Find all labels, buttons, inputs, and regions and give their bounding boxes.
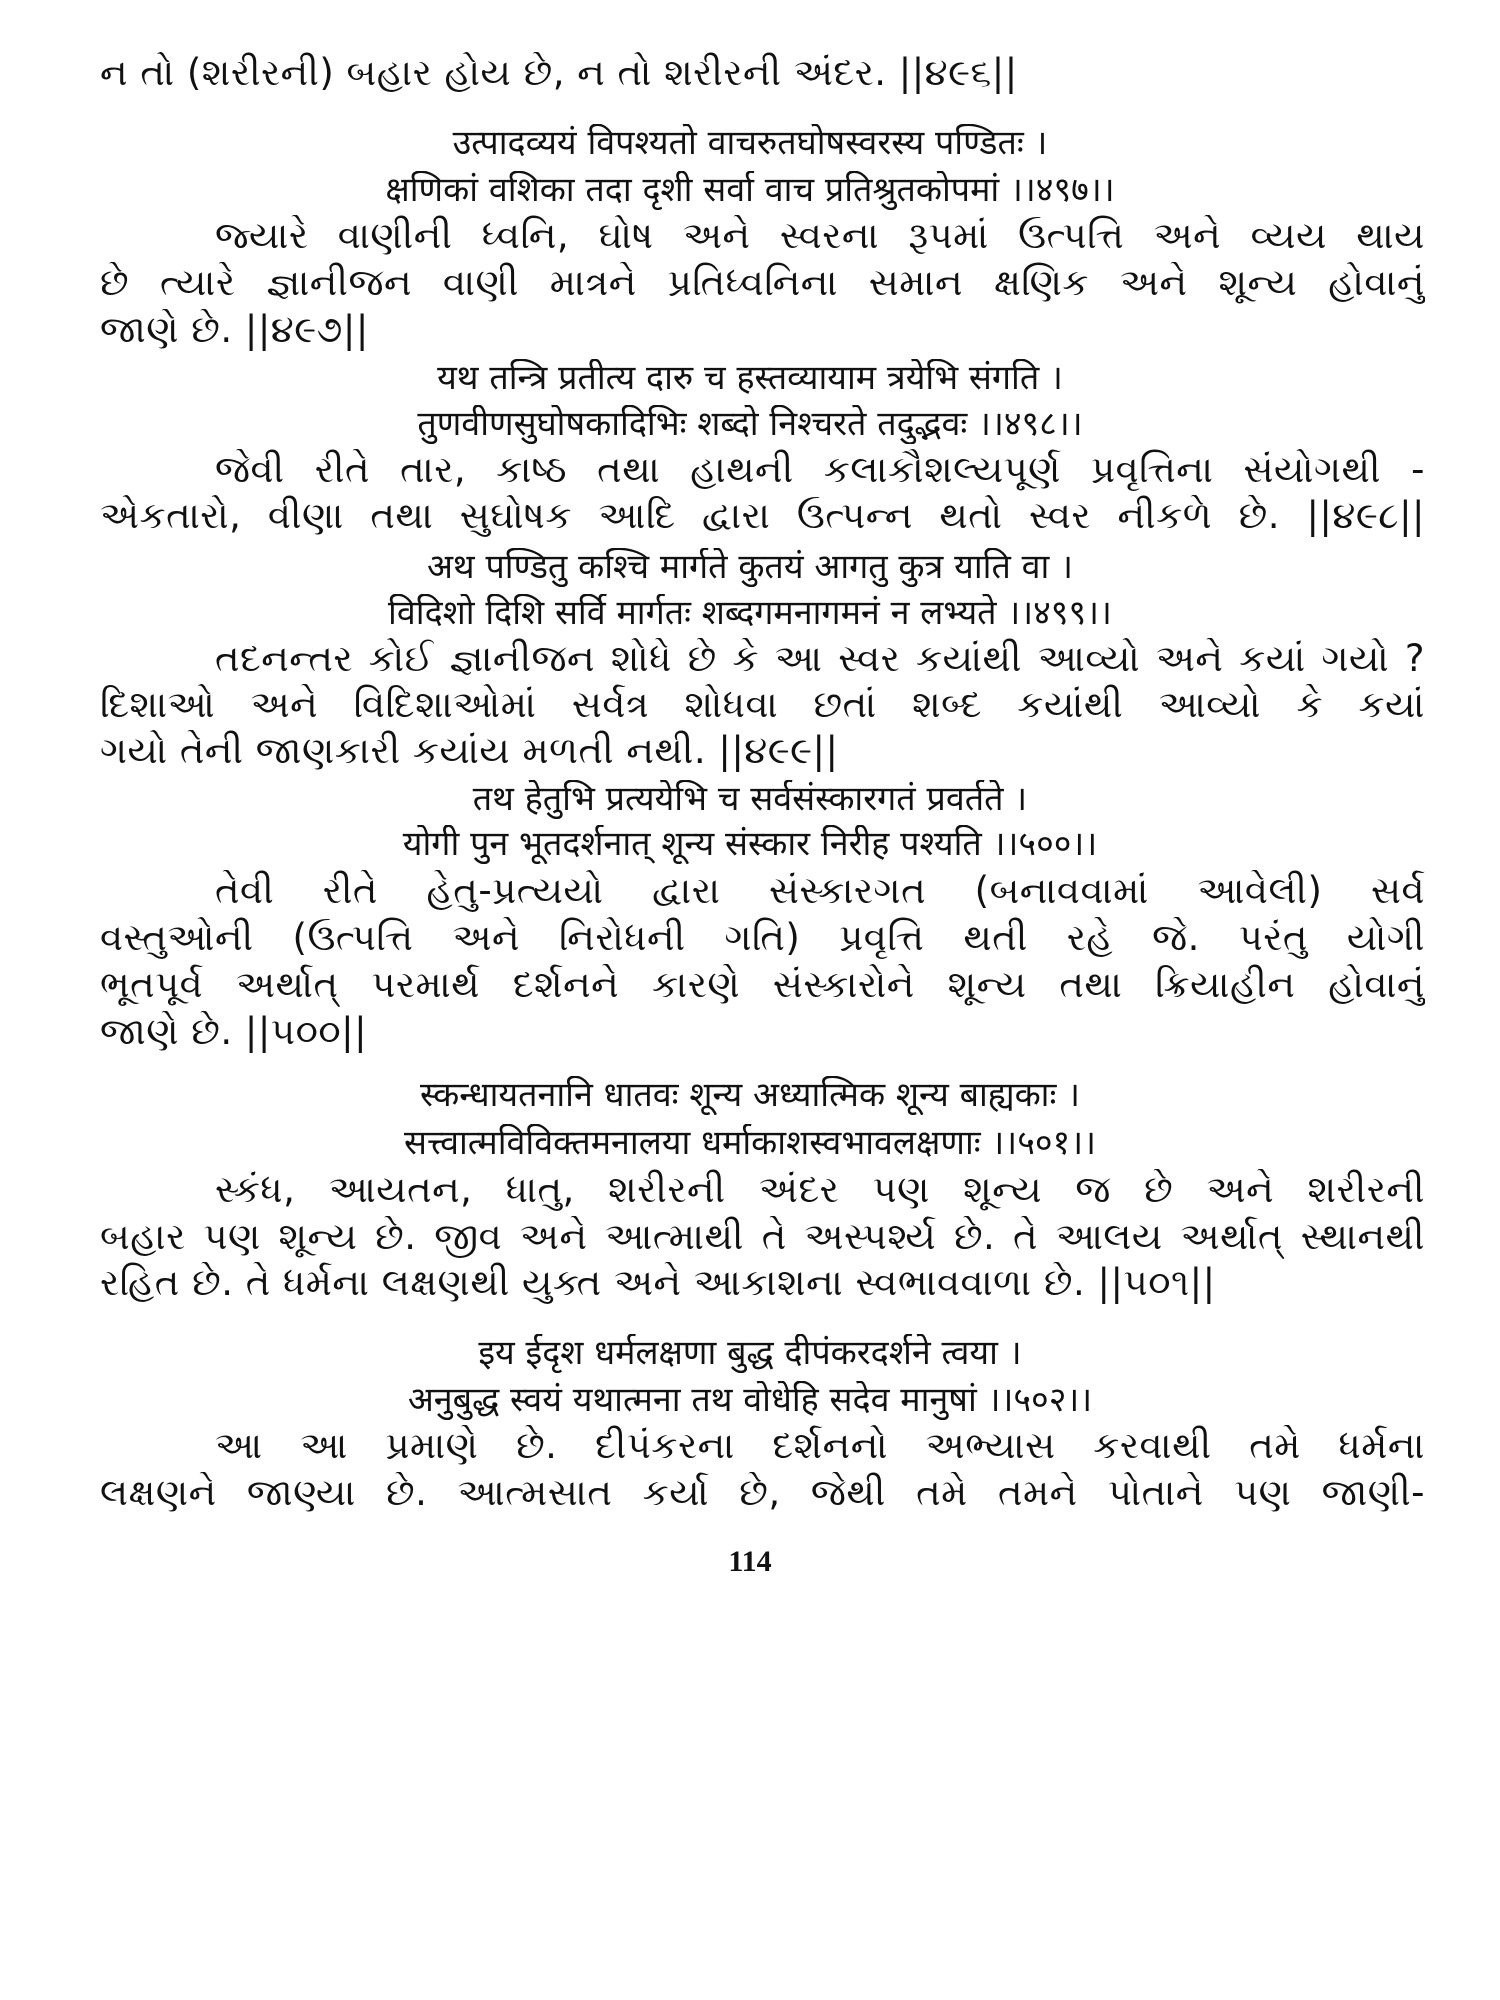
translation-line: છે ત્યારે જ્ઞાનીજન વાણી માત્રને પ્રતિધ્વનિના સમાન ક્ષણિક અને શૂન્ય હોવાનું — [100, 262, 1425, 304]
translation-line: લક્ષણને જાણ્યા છે. આત્મસાત કર્યા છે, જેથી તમે તમને પોતાને પણ જાણી- — [100, 1472, 1425, 1514]
translation-line: ન તો (શરીરની) બહાર હોય છે, ન તો શરીરની અંદર. ||૪૯૬|| — [100, 52, 1018, 94]
translation-line: વસ્તુઓની (ઉત્પત્તિ અને નિરોધની ગતિ) પ્રવૃત્તિ થતી રહે જે. પરંતુ યોગી — [100, 917, 1425, 959]
sanskrit-verse-line: उत्पादव्ययं विपश्यतो वाचरुतघोषस्वरस्य पण्डितः । — [452, 124, 1048, 163]
page-number: 114 — [728, 1545, 772, 1578]
sanskrit-verse-line: विदिशो दिशि सर्वि मार्गतः शब्दगमनागमनं न लभ्यते ।।४९९।। — [388, 594, 1112, 633]
sanskrit-verse-line: यथ तन्त्रि प्रतीत्य दारु च हस्तव्यायाम त्रयेभि संगति । — [437, 359, 1063, 398]
translation-line: સ્કંધ, આયતન, ધાતુ, શરીરની અંદર પણ શૂન્ય જ છે અને શરીરની — [215, 1169, 1425, 1211]
translation-line: તેવી રીતે હેતુ-પ્રત્યયો દ્વારા સંસ્કારગત (બનાવવામાં આવેલી) સર્વ — [215, 870, 1425, 912]
translation-line: ગયો તેની જાણકારી કયાંય મળતી નથી. ||૪૯૯|| — [100, 730, 839, 772]
sanskrit-verse-line: स्कन्धायतनानि धातवः शून्य अध्यात्मिक शून्य बाह्यकाः । — [419, 1076, 1081, 1115]
sanskrit-verse-line: क्षणिकां वशिका तदा दृशी सर्वा वाच प्रतिश्रुतकोपमां ।।४९७।। — [385, 171, 1115, 210]
translation-line: રહિત છે. તે ધર્મના લક્ષણથી યુક્ત અને આકાશના સ્વભાવવાળા છે. ||૫૦૧|| — [100, 1262, 1216, 1304]
translation-line: ભૂતપૂર્વ અર્થાત્ પરમાર્થ દર્શનને કારણે સંસ્કારોને શૂન્ય તથા ક્રિયાહીન હોવાનું — [100, 964, 1425, 1006]
sanskrit-verse-line: तुणवीणसुघोषकादिभिः शब्दो निश्चरते तदुद्भवः ।।४९८।। — [417, 405, 1083, 444]
sanskrit-verse-line: सत्त्वात्मविविक्तमनालया धर्माकाशस्वभावलक्षणाः ।।५०१।। — [403, 1124, 1097, 1163]
sanskrit-verse-line: इय ईदृश धर्मलक्षणा बुद्ध दीपंकरदर्शने त्वया । — [478, 1334, 1022, 1373]
sanskrit-verse-line: अथ पण्डितु कश्चि मार्गते कुतयं आगतु कुत्र याति वा । — [426, 548, 1074, 587]
translation-line: જાણે છે. ||૫૦૦|| — [100, 1011, 368, 1053]
translation-line: જાણે છે. ||૪૯૭|| — [100, 309, 369, 351]
translation-line: જેવી રીતે તાર, કાષ્ઠ તથા હાથની કલાકૌશલ્યપૂર્ણ પ્રવૃત્તિના સંયોગથી - — [215, 449, 1425, 491]
sanskrit-verse-line: योगी पुन भूतदर्शनात् शून्य संस्कार निरीह पश्यति ।।५००।। — [402, 825, 1098, 864]
translation-line: એકતારો, વીણા તથા સુઘોષક આદિ દ્વારા ઉત્પન્ન થતો સ્વર નીકળે છે. ||૪૯૮|| — [100, 495, 1425, 537]
translation-line: દિશાઓ અને વિદિશાઓમાં સર્વત્ર શોધવા છતાં શબ્દ કયાંથી આવ્યો કે કયાં — [100, 684, 1425, 726]
sanskrit-verse-line: अनुबुद्ध स्वयं यथात्मना तथ वोधेहि सदेव मानुषां ।।५०२।। — [407, 1381, 1093, 1420]
translation-line: બહાર પણ શૂન્ય છે. જીવ અને આત્માથી તે અસ્પર્શ્ય છે. તે આલય અર્થાત્ સ્થાનથી — [100, 1216, 1425, 1258]
sanskrit-verse-line: तथ हेतुभि प्रत्ययेभि च सर्वसंस्कारगतं प्रवर्तते । — [472, 780, 1028, 819]
translation-line: આ આ પ્રમાણે છે. દીપંકરના દર્શનનો અભ્યાસ કરવાથી તમે ધર્મના — [215, 1425, 1425, 1467]
translation-line: તદનન્તર કોઈ જ્ઞાનીજન શોધે છે કે આ સ્વર કયાંથી આવ્યો અને કયાં ગયો ? — [215, 638, 1425, 680]
translation-line: જ્યારે વાણીની ધ્વનિ, ઘોષ અને સ્વરના રૂપમાં ઉત્પત્તિ અને વ્યય થાય — [215, 215, 1425, 257]
